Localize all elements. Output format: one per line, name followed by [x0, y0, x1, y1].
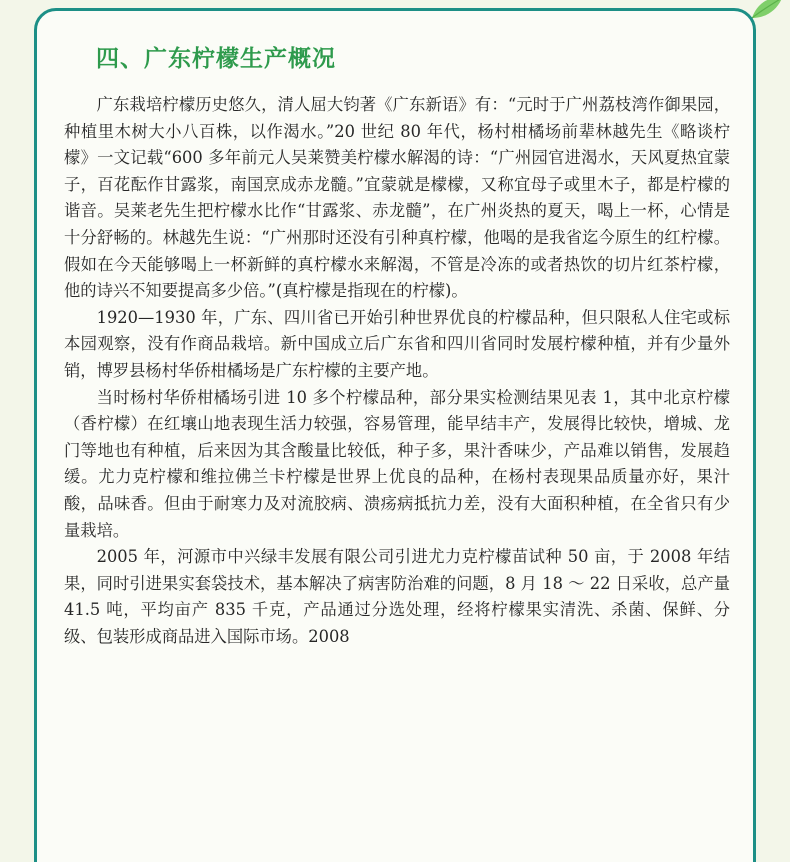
- paragraph-history: 广东栽培柠檬历史悠久，清人屈大钧著《广东新语》有：“元时于广州荔枝湾作御果园，种植里木树大小八百株，以作渴水。”20 世纪 80 年代，杨村柑橘场前辈林越先生《略谈柠檬》一文记载“600 多年前元人吴莱赞美柠檬水解渴的诗：“广州园官进渴水，天风夏热宜蒙子，百花酝作甘露浆，南国烹成赤龙髓。”宜蒙就是檬檬，又称宜母子或里木子，都是柠檬的谐音。吴莱老先生把柠檬水比作“甘露浆、赤龙髓”，在广州炎热的夏天，喝上一杯，心情是十分舒畅的。林越先生说：“广州那时还没有引种真柠檬，他喝的是我省迄今原生的红柠檬。假如在今天能够喝上一杯新鲜的真柠檬水来解渴，不管是冷冻的或者热饮的切片红茶柠檬，他的诗兴不知要提高多少倍。”(真柠檬是指现在的柠檬)。: [64, 95, 730, 301]
- paragraph-introduction: 1920—1930 年，广东、四川省已开始引种世界优良的柠檬品种，但只限私人住宅或标本园观察，没有作商品栽培。新中国成立后广东省和四川省同时发展柠檬种植，并有少量外销，博罗县杨村华侨柑橘场是广东柠檬的主要产地。: [64, 307, 730, 380]
- body-text: [64, 92, 730, 650]
- paragraph-heyuan: 2005 年，河源市中兴绿丰发展有限公司引进尤力克柠檬苗试种 50 亩，于 2008 年结果，同时引进果实套袋技术，基本解决了病害防治难的问题，8 月 18 ～ 22 日采收，总产量 41.5 吨，平均亩产 835 千克，产品通过分选处理，经将柠檬果实清洗、杀菌、保鲜、分级、包装形成商品进入国际市场。2008: [64, 547, 730, 646]
- section-title: 四、广东柠檬生产概况: [96, 46, 336, 72]
- paragraph-varieties: 当时杨村华侨柑橘场引进 10 多个柠檬品种，部分果实检测结果见表 1，其中北京柠檬（香柠檬）在红壤山地表现生活力较强，容易管理，能早结丰产，发展得比较快，增城、龙门等地也有种植，后来因为其含酸量比较低，种子多，果汁香味少，产品难以销售，发展趋缓。尤力克柠檬和维拉佛兰卡柠檬是世界上优良的品种，在杨村表现果品质量亦好，果汁酸，品味香。但由于耐寒力及对流胶病、溃疡病抵抗力差，没有大面积种植，在全省只有少量栽培。: [64, 387, 730, 540]
